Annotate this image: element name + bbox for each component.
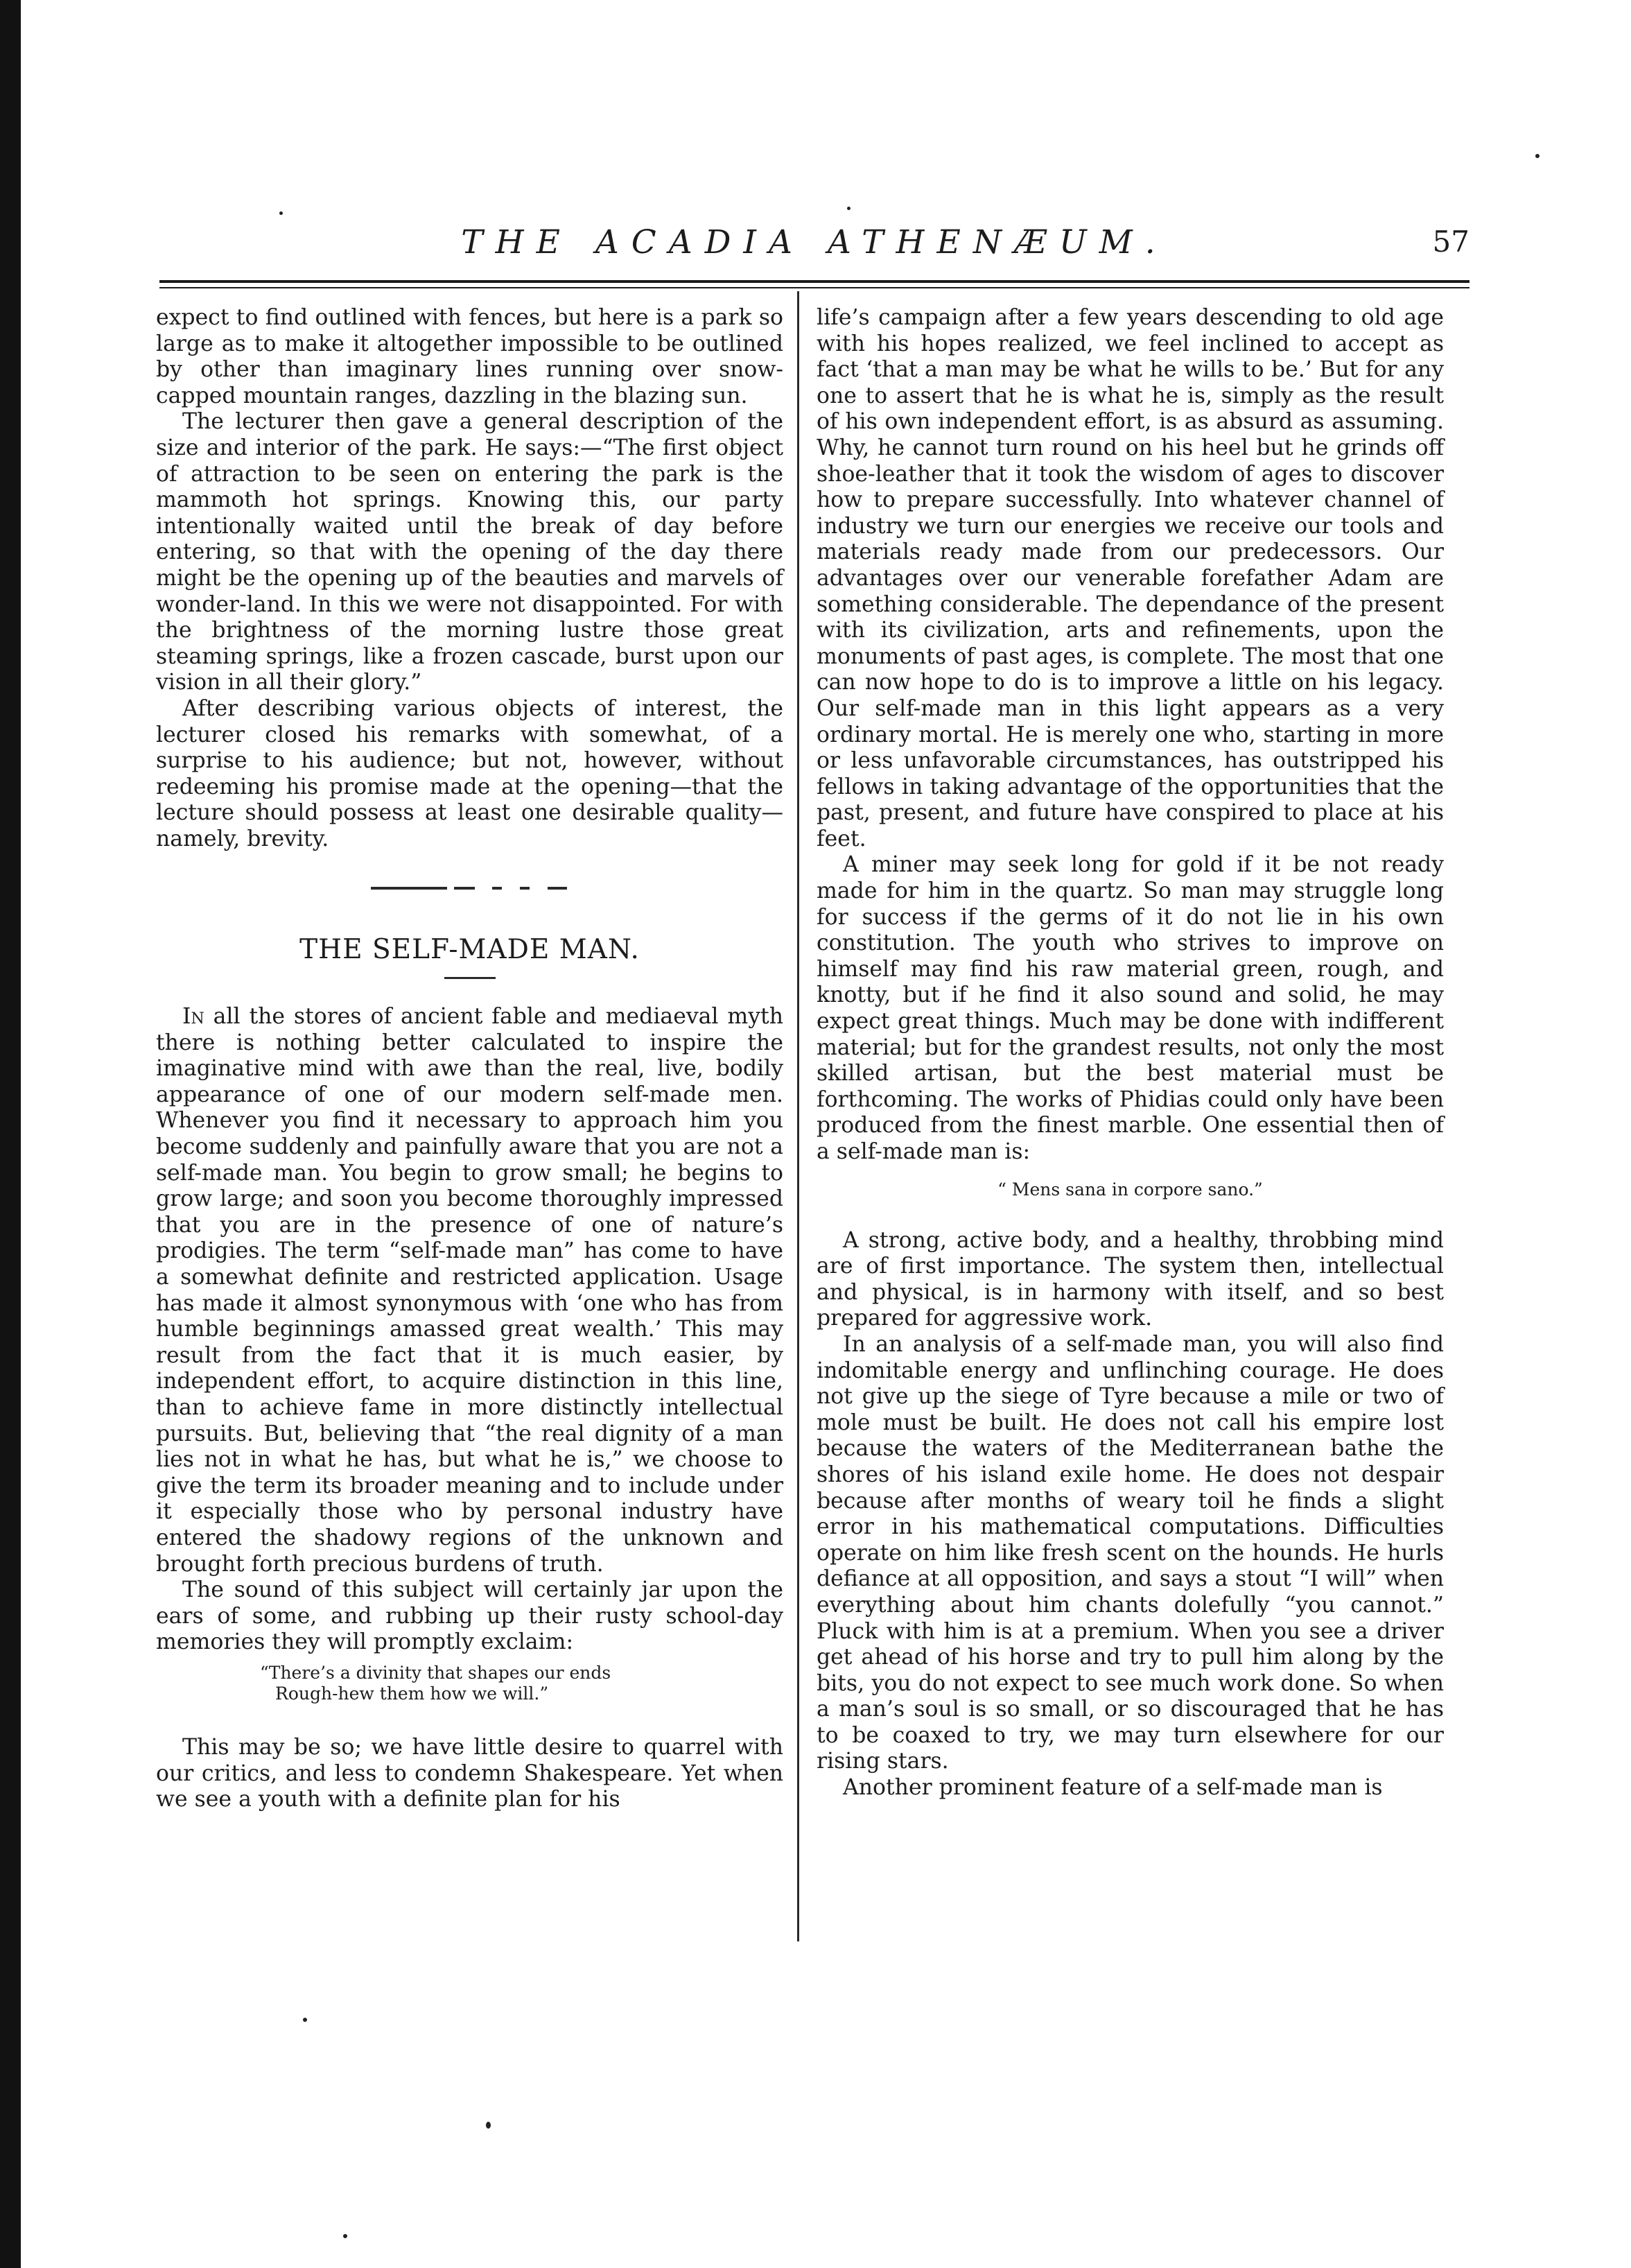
paragraph: The lecturer then gave a general description of the size and interior of the park. He says:—“The first object of attraction to be seen on entering the park is the mammoth hot springs. Knowing this, our party intentionally waited until the break of day before entering, so that with the opening of the day there might be the opening up of the beauties and marvels of wonder-land. In this we were not disappointed. For with the brightness of the morning lustre those great steaming springs, like a frozen cascade, burst upon our vision in all their glory.” — [156, 409, 783, 695]
paragraph: A miner may seek long for gold if it be not ready made for him in the quartz. So man may struggle long for success if the germs of it do not lie in his own constitution. The youth who strives to improve on himself may find his raw material green, rough, and knotty, but if he find it also sound and solid, he may expect great things. Much may be done with indifferent material; but for the grandest results, not only the most skilled artisan, but the best material must be forthcoming. The works of Phidias could only have been produced from the finest marble. One essential then of a self-made man is: — [817, 852, 1444, 1164]
title-rule — [444, 977, 496, 979]
article-title: THE SELF-MADE MAN. — [299, 934, 640, 966]
paragraph: In an analysis of a self-made man, you will also find indomitable energy and unflinching courage. He does not give up the siege of Tyre because a mile or two of mole must be built. He does not call his empire lost because the waters of the Mediterranean bathe the shores of his island exile home. He does not despair because after months of weary toil he finds a slight error in his mathematical computations. Difficulties operate on him like fresh scent on the hounds. He hurls defiance at all opposition, and says a stout “I will” when everything about him chants dolefully “you cannot.” Pluck with him is at a premium. When you see a driver get ahead of his horse and try to pull him along by the bits, you do not expect to see much work done. So when a man’s soul is so small, or so discouraged that he has to be coaxed to try, we may turn elsewhere for our rising stars. — [817, 1331, 1444, 1774]
verse-line: Rough-hew them how we will.” — [275, 1683, 549, 1704]
page-binding-edge — [0, 0, 21, 2268]
right-column — [817, 305, 1444, 1801]
column-divider — [797, 291, 799, 1941]
paragraph: expect to find outlined with fences, but here is a park so large as to make it altogether impossible to be outlined by other than imaginary lines running over snow-capped mountain ranges, dazzling in the blazing sun. — [156, 305, 783, 408]
paragraph: all the stores of ancient fable and mediaeval myth there is nothing better calculated to inspire the imaginative mind with awe than the real, live, bodily appearance of one of our modern self-made men. Whenever you find it necessary to approach him you become suddenly and painfully aware that you are not a self-made man. You begin to grow small; he begins to grow large; and soon you become thoroughly impressed that you are in the presence of one of nature’s prodigies. The term “self-made man” has come to have a somewhat definite and restricted application. Usage has made it almost synonymous with ‘one who has from humble beginnings amassed great wealth.’ This may result from the fact that it is much easier, by independent effort, to acquire distinction in this line, than to achieve fame in more distinctly intellectual pursuits. But, believing that “the real dignity of a man lies not in what he has, but what he is,” we choose to give the term its broader meaning and to include under it especially those who by personal industry have entered the shadowy regions of the unknown and brought forth precious burdens of truth. — [156, 1004, 783, 1577]
verse-quote — [260, 1663, 783, 1704]
running-title: THE ACADIA ATHENÆUM. — [461, 223, 1168, 261]
left-column — [156, 305, 783, 1813]
paragraph: life’s campaign after a few years descending to old age with his hopes realized, we feel inclined to accept as fact ‘that a man may be what he wills to be.’ But for any one to assert that he is what he is, simply as the result of his own independent effort, is as absurd as assuming. Why, he cannot turn round on his heel but he grinds off shoe-leather that it took the wisdom of ages to discover how to prepare successfully. Into whatever channel of industry we turn our energies we receive our tools and materials ready made from our predecessors. Our advantages over our venerable forefather Adam are something considerable. The dependance of the present with its civilization, arts and refinements, upon the monuments of past ages, is complete. The most that one can now hope to do is to improve a little on his legacy. Our self-made man in this light appears as a very ordinary mortal. He is merely one who, starting in more or less unfavorable circumstances, has outstripped his fellows in taking advantage of the opportunities that the past, present, and future have conspired to place at his feet. — [817, 305, 1444, 851]
header-rule-thick — [159, 280, 1469, 283]
paragraph: The sound of this subject will certainly jar upon the ears of some, and rubbing up their rusty school-day memories they will promptly exclaim: — [156, 1577, 783, 1655]
latin-motto: “ Mens sana in corpore sano.” — [997, 1179, 1263, 1200]
verse-line: “There’s a divinity that shapes our ends — [260, 1662, 611, 1683]
section-ornament — [371, 874, 568, 902]
page-header — [159, 220, 1469, 276]
drop-cap: In — [182, 1004, 204, 1030]
header-rule-thin — [159, 287, 1469, 288]
paragraph: This may be so; we have little desire to quarrel with our critics, and less to condemn Shakespeare. Yet when we see a youth with a definite plan for his — [156, 1734, 783, 1812]
page-number: 57 — [1432, 225, 1469, 259]
paragraph: After describing various objects of interest, the lecturer closed his remarks with somewhat, of a surprise to his audience; but not, however, without redeeming his promise made at the opening—that the lecture should possess at least one desirable quality—namely, brevity. — [156, 695, 783, 851]
paragraph: A strong, active body, and a healthy, throbbing mind are of first importance. The system then, intellectual and physical, is in harmony with itself, and so best prepared for aggressive work. — [817, 1227, 1444, 1331]
paragraph: Another prominent feature of a self-made man is — [843, 1775, 1383, 1801]
